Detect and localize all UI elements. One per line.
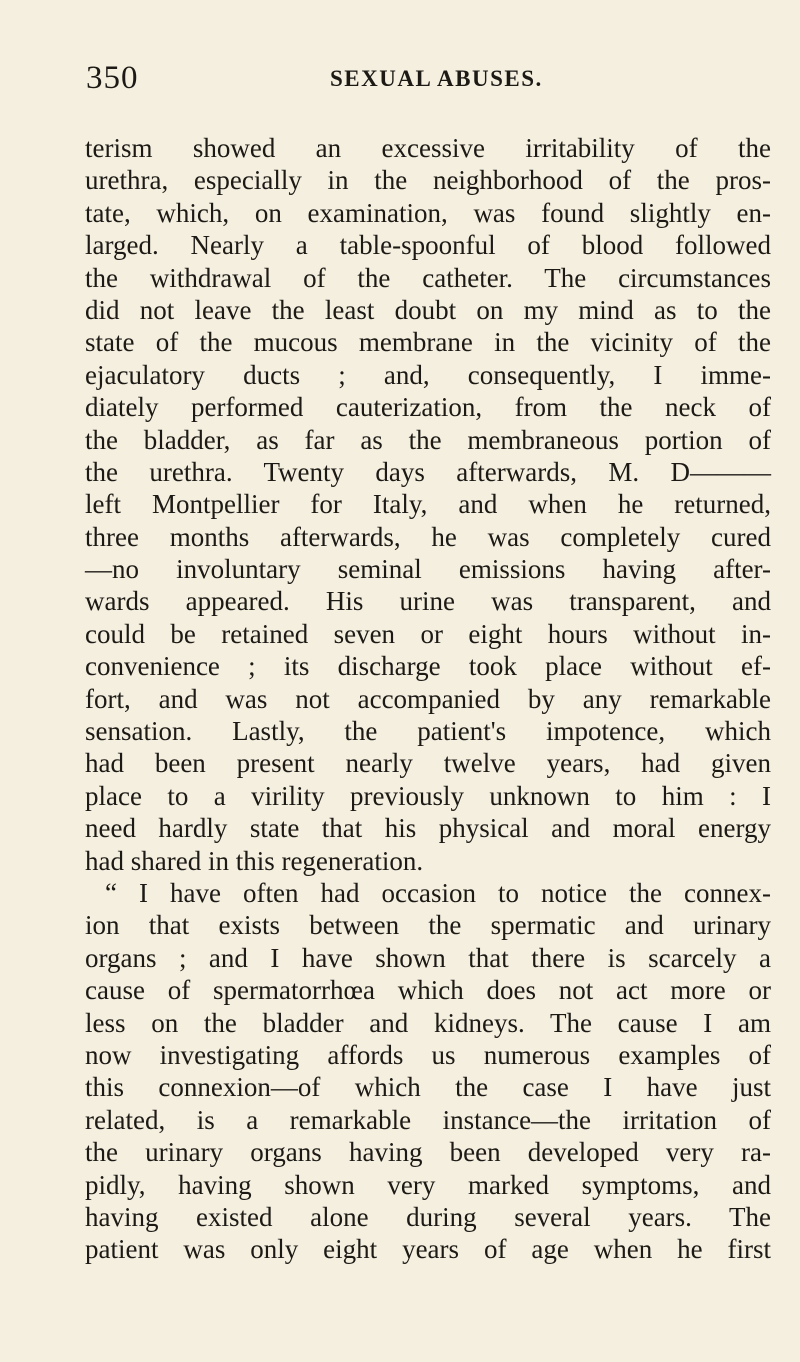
text-line: tate, which, on examination, was found slightly en- [85, 197, 771, 228]
text-line: convenience ; its discharge took place without ef- [85, 651, 771, 682]
paragraph-end-line: had shared in this regeneration. [85, 845, 424, 876]
text-line: the urethra. Twenty days afterwards, M. D——— [85, 456, 771, 487]
text-line: pidly, having shown very marked symptoms, and [85, 1169, 771, 1200]
text-line: ion that exists between the spermatic and urinary [85, 910, 771, 941]
text-line: the bladder, as far as the membraneous portion of [85, 424, 771, 455]
text-line: patient was only eight years of age when he first [85, 1234, 771, 1265]
paragraph-start-line: “ I have often had occasion to notice the connex- [105, 877, 771, 908]
text-line: larged. Nearly a table-spoonful of blood followed [85, 230, 771, 261]
text-line: sensation. Lastly, the patient's impotence, which [85, 716, 771, 747]
text-line: urethra, especially in the neighborhood of the pros- [85, 165, 771, 196]
text-line: related, is a remarkable instance—the irritation of [85, 1104, 771, 1135]
text-line: diately performed cauterization, from the neck of [85, 392, 771, 423]
text-line: fort, and was not accompanied by any remarkable [85, 683, 771, 714]
text-line: three months afterwards, he was completely cured [85, 521, 771, 552]
page-header [86, 60, 726, 100]
page-number: 350 [86, 60, 139, 96]
text-line: the urinary organs having been developed very ra- [85, 1137, 771, 1168]
text-line: need hardly state that his physical and moral energy [85, 813, 771, 844]
text-line: had been present nearly twelve years, had given [85, 748, 771, 779]
text-line: now investigating affords us numerous examples of [85, 1039, 771, 1070]
text-line: terism showed an excessive irritability of the [85, 133, 771, 163]
running-head: SEXUAL ABUSES. [330, 66, 543, 91]
text-line: did not leave the least doubt on my mind as to the [85, 294, 771, 325]
body-text [85, 132, 771, 1266]
text-line: organs ; and I have shown that there is scarcely a [85, 942, 771, 973]
text-line: this connexion—of which the case I have just [85, 1072, 771, 1103]
text-line: less on the bladder and kidneys. The cause I am [85, 1007, 771, 1038]
text-line: could be retained seven or eight hours without in- [85, 618, 771, 649]
text-line: having existed alone during several years. The [85, 1201, 771, 1232]
text-line: wards appeared. His urine was transparent, and [85, 586, 771, 617]
text-line: —no involuntary seminal emissions having after- [85, 554, 771, 585]
text-line: place to a virility previously unknown to him : I [85, 780, 771, 811]
text-line: the withdrawal of the catheter. The circumstances [85, 262, 771, 293]
text-line: left Montpellier for Italy, and when he returned, [85, 489, 771, 520]
text-line: ejaculatory ducts ; and, consequently, I imme- [85, 359, 771, 390]
text-line: state of the mucous membrane in the vicinity of the [85, 327, 771, 358]
text-line: cause of spermatorrhœa which does not act more or [85, 975, 771, 1006]
